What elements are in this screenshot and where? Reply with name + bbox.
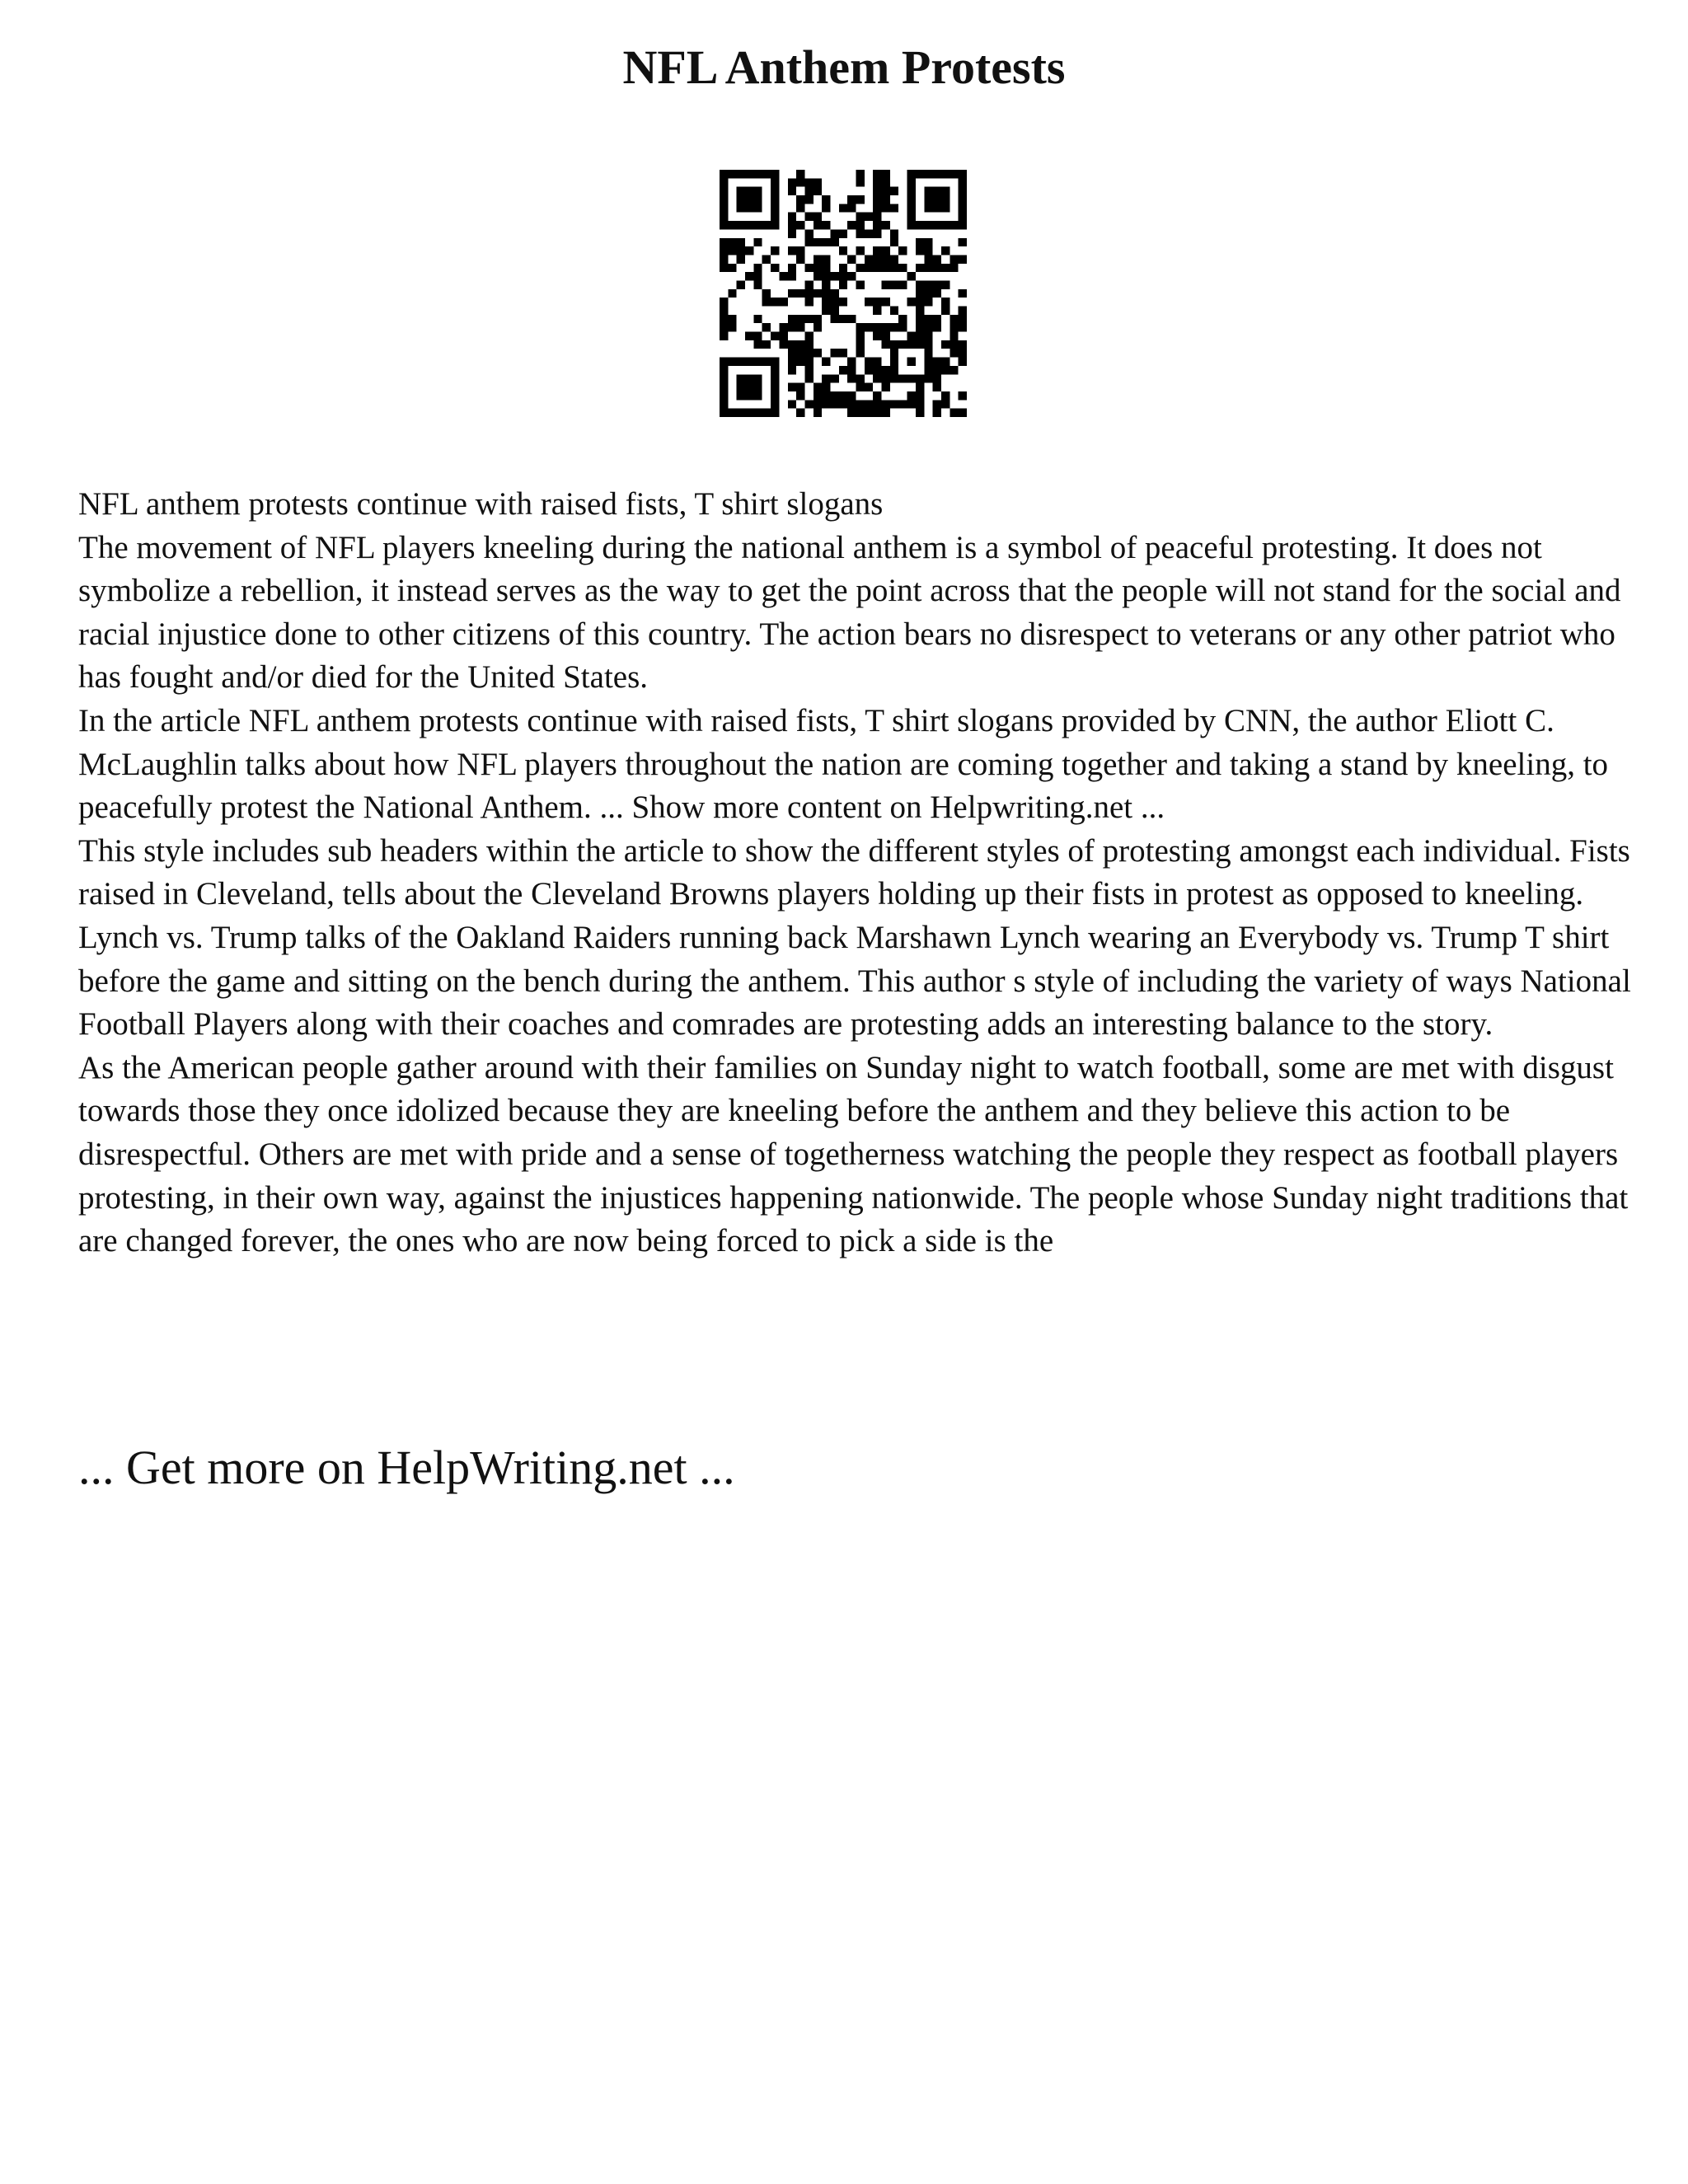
- qr-code-icon: [720, 170, 967, 417]
- page-title: NFL Anthem Protests: [622, 40, 1066, 94]
- article-heading-line: NFL anthem protests continue with raised fists, T shirt slogans: [78, 486, 884, 522]
- article-paragraph: As the American people gather around with their families on Sunday night to watch football, some are met with disgust towards those they once idolized because they are kneeling before the anthem and they believe this action to be disrespectful. Others are met with pride and a sense of togetherness watching the people they respect as football players protesting, in their own way, against the injustices happening nationwide. The people whose Sunday night traditions that are changed forever, the ones who are now being forced to pick a side is the: [78, 1049, 1629, 1259]
- qr-code-graphic: [720, 170, 967, 417]
- article-paragraph: The movement of NFL players kneeling during the national anthem is a symbol of peaceful protesting. It does not symbolize a rebellion, it instead serves as the way to get the point across that the people will not stand for the social and racial injustice done to other citizens of this country. The action bears no disrespect to veterans or any other patriot who has fought and/or died for the United States.: [78, 529, 1621, 696]
- get-more-link[interactable]: ... Get more on HelpWriting.net ...: [78, 1441, 735, 1494]
- article-paragraph: This style includes sub headers within the article to show the different styles of protesting amongst each individual. Fists raised in Cleveland, tells about the Cleveland Browns players holding up their fists in protest as opposed to kneeling. Lynch vs. Trump talks of the Oakland Raiders running back Marshawn Lynch wearing an Everybody vs. Trump T shirt before the game and sitting on the bench during the anthem. This author s style of including the variety of ways National Football Players along with their coaches and comrades are protesting adds an interesting balance to the story.: [78, 832, 1631, 1043]
- article-paragraph: In the article NFL anthem protests continue with raised fists, T shirt slogans provided by CNN, the author Eliott C. McLaughlin talks about how NFL players throughout the nation are coming together and taking a stand by kneeling, to peacefully protest the National Anthem. ... Show more content on Helpwriting.net ...: [78, 702, 1609, 826]
- article-body: [78, 483, 1644, 1263]
